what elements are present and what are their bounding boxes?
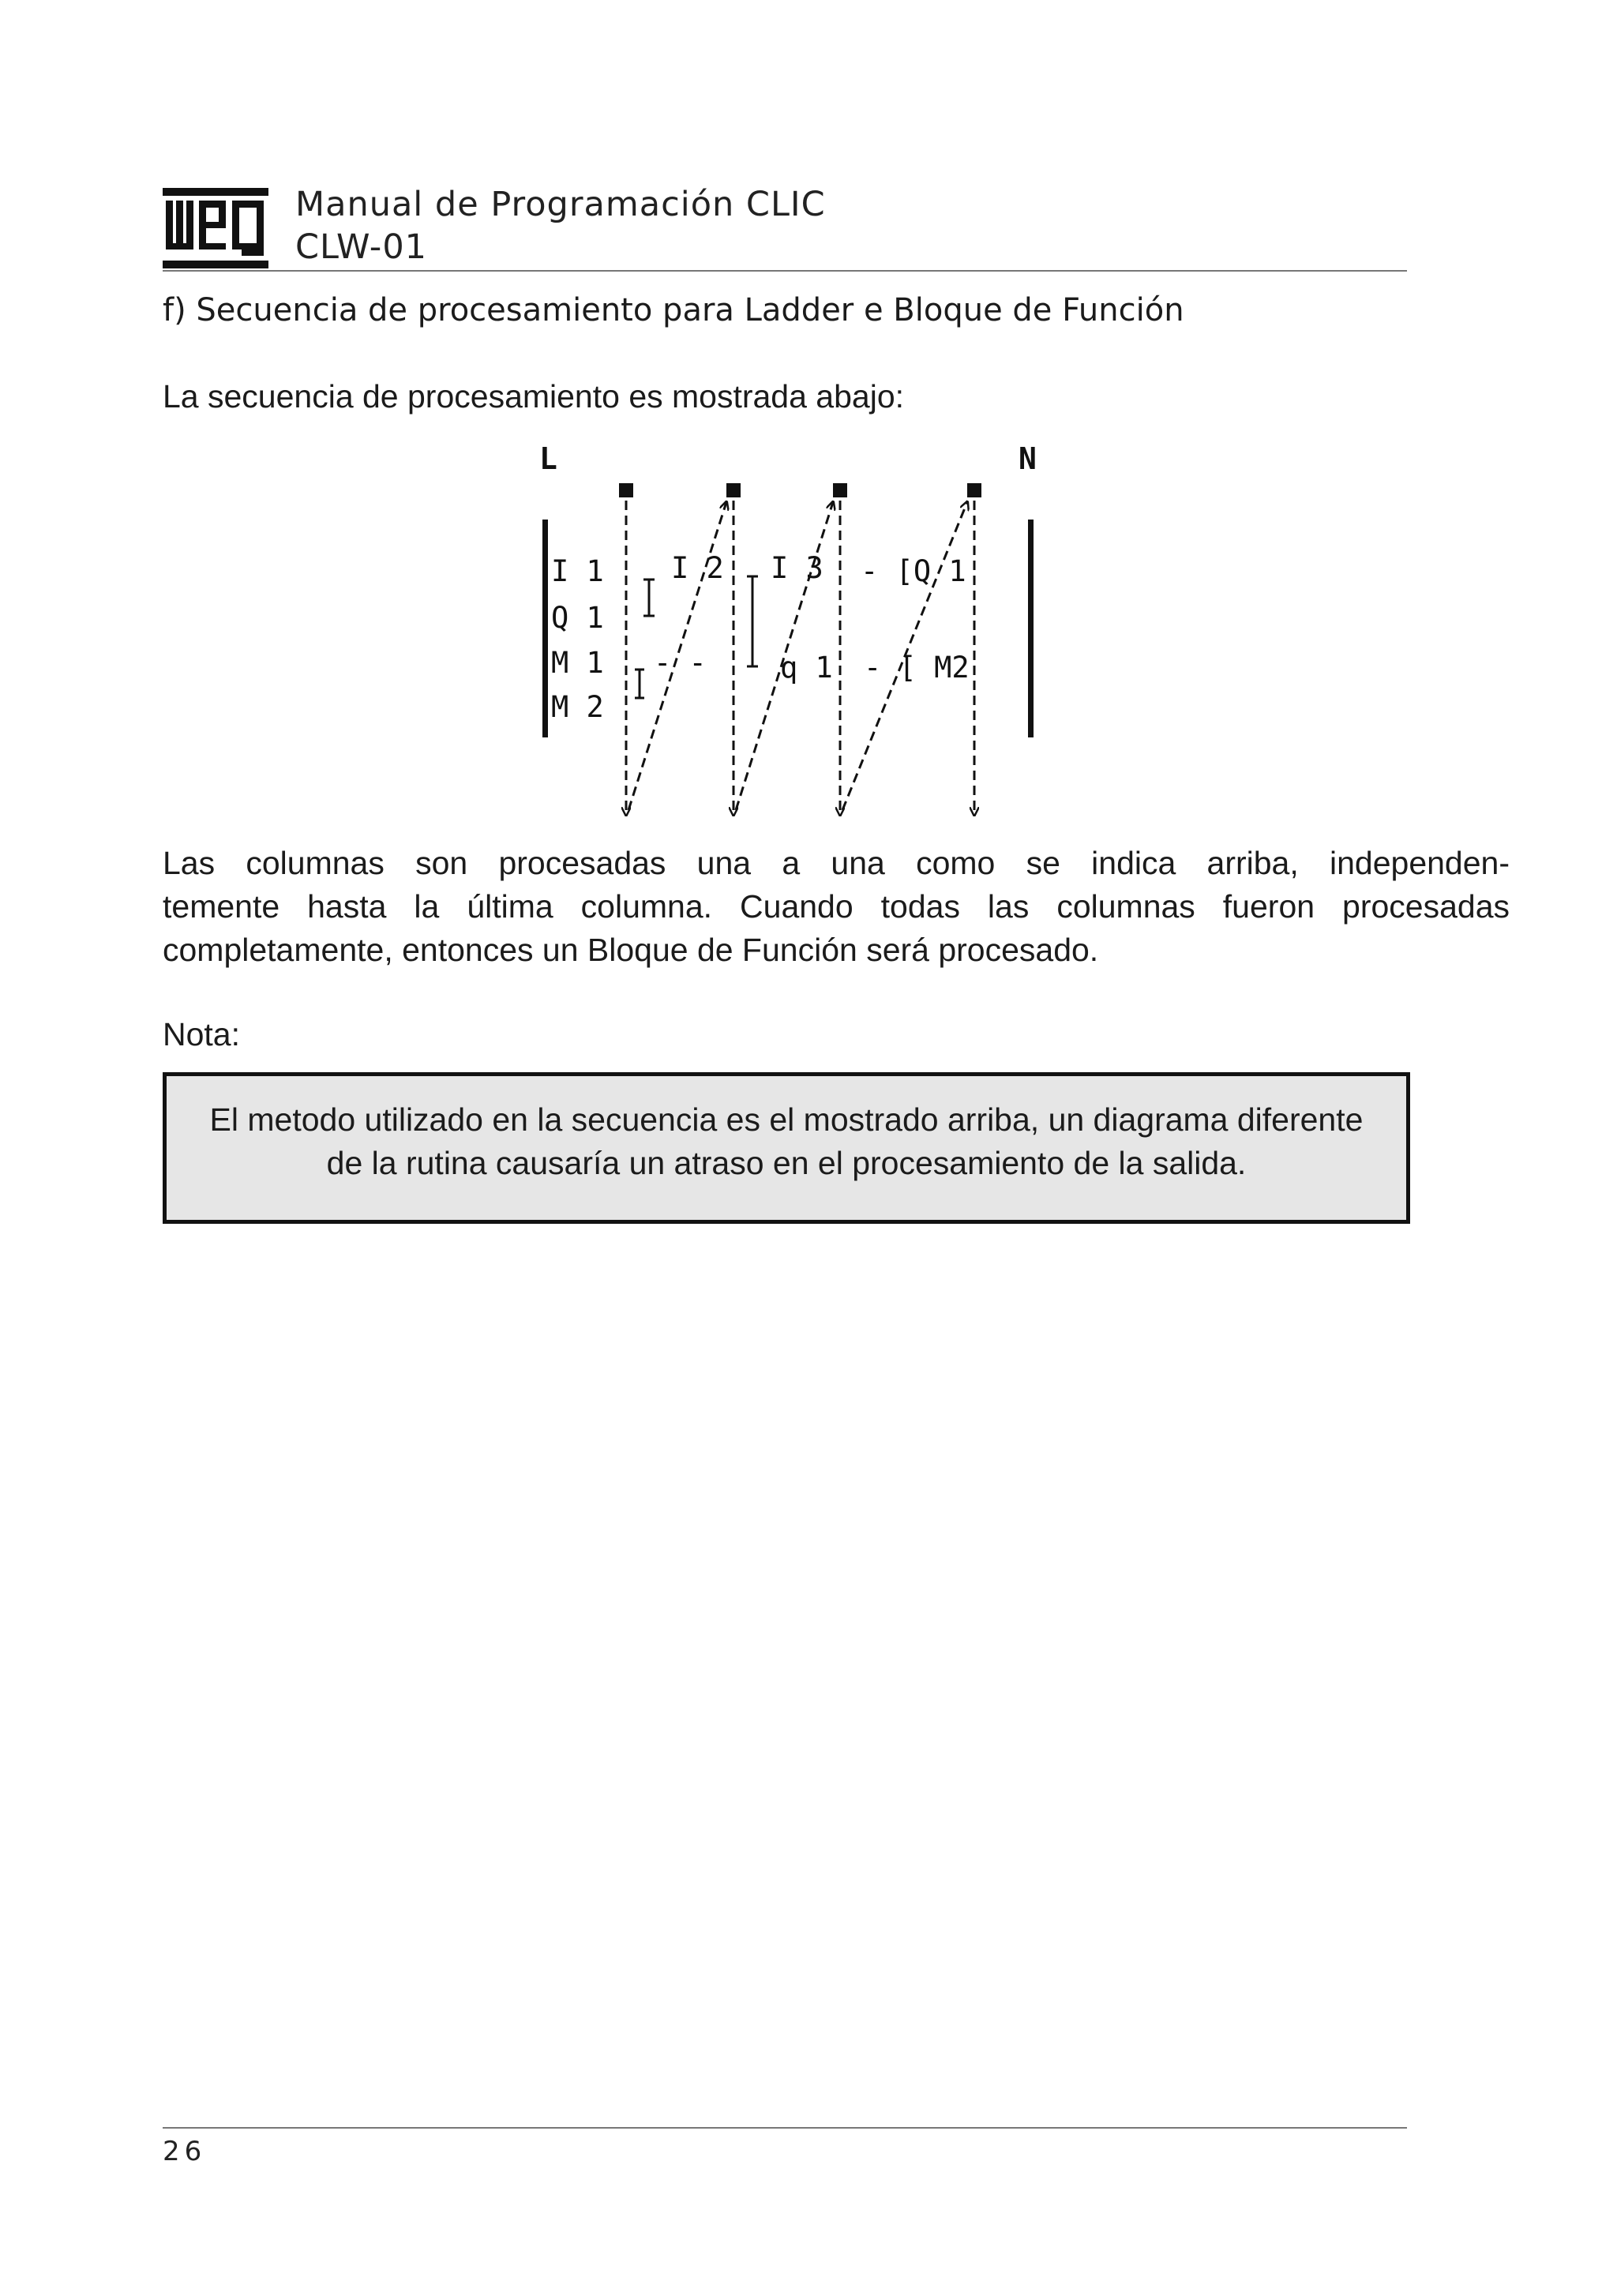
- note-line-1: El metodo utilizado en la secuencia es el mostrado arriba, un diagrama diferente: [209, 1101, 1364, 1138]
- body-paragraph: [163, 842, 1510, 972]
- ladder-cell: - [ M2: [864, 651, 970, 685]
- ladder-cell: - [Q 1: [861, 554, 966, 588]
- body-line: temente hasta la última columna. Cuando todas las columnas fueron procesadas: [163, 888, 1510, 925]
- ladder-cell: I 1: [551, 554, 604, 588]
- note-box: [163, 1072, 1410, 1224]
- ladder-cell: - -: [654, 646, 707, 680]
- column-marker: [833, 483, 847, 497]
- ladder-cell: M 1: [551, 646, 604, 680]
- body-line: completamente, entonces un Bloque de Función será procesado.: [163, 932, 1099, 968]
- section-heading: f) Secuencia de procesamiento para Ladder e Bloque de Función: [163, 292, 1184, 328]
- intro-text: La secuencia de procesamiento es mostrada abajo:: [163, 378, 905, 415]
- ladder-sequence-diagram: [529, 433, 1058, 827]
- footer-divider: [163, 2127, 1407, 2129]
- column-marker: [967, 483, 981, 497]
- ladder-cell: I 3: [771, 551, 824, 585]
- title-line-1: Manual de Programación CLIC: [295, 185, 826, 224]
- note-label: Nota:: [163, 1016, 240, 1052]
- body-line: Las columnas son procesadas una a una como se indica arriba, independen-: [163, 845, 1510, 881]
- page-number: 26: [163, 2136, 207, 2167]
- right-power-rail: [1028, 520, 1034, 737]
- title-line-2: CLW-01: [295, 227, 428, 267]
- note-text: [167, 1076, 1406, 1185]
- ladder-cell: q 1: [780, 651, 833, 685]
- ladder-cell: Q 1: [551, 601, 604, 635]
- right-rail-label: N: [1019, 441, 1037, 476]
- ladder-cell: M 2: [551, 690, 604, 724]
- header-divider: [163, 270, 1407, 272]
- column-marker: [619, 483, 633, 497]
- note-line-2: de la rutina causaría un atraso en el procesamiento de la salida.: [326, 1145, 1247, 1181]
- column-marker: [726, 483, 741, 497]
- document-title: [295, 183, 826, 268]
- left-rail-label: L: [539, 441, 557, 476]
- ladder-cell: I 2: [671, 551, 724, 585]
- weg-logo: [163, 188, 268, 268]
- left-power-rail: [542, 520, 548, 737]
